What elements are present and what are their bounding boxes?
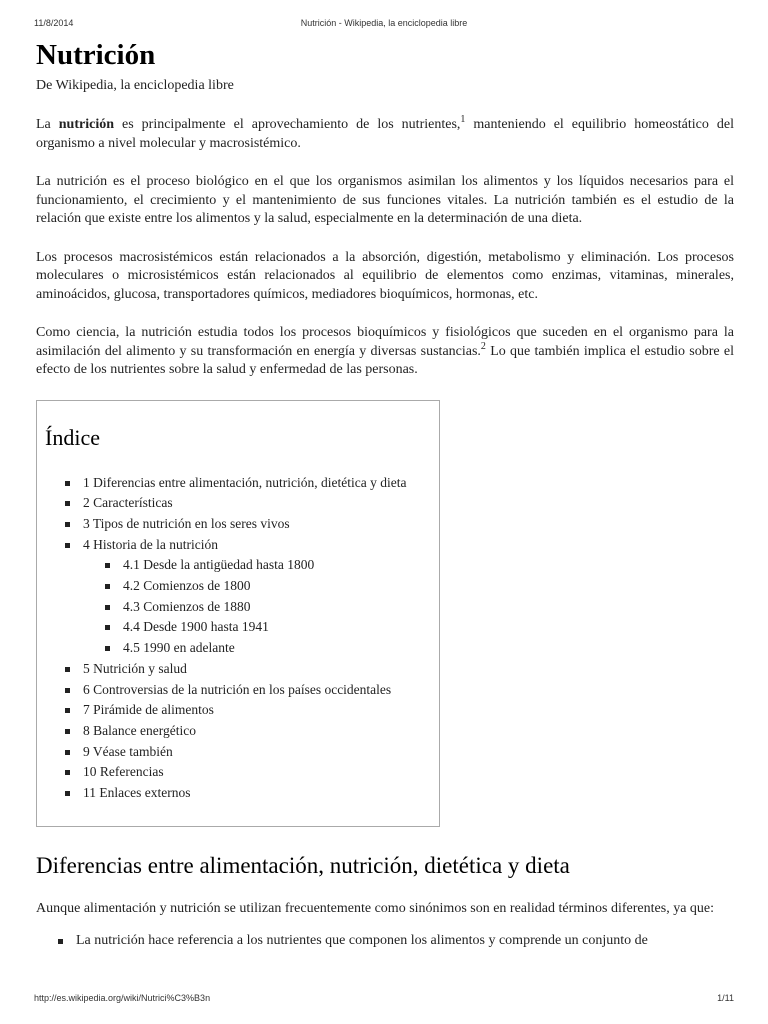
toc-item-label: 4.1 Desde la antigüedad hasta 1800 [123,557,315,573]
toc-item-2[interactable] [45,493,439,514]
toc-item-4-2[interactable] [45,576,439,597]
toc-item-label: 3 Tipos de nutrición en los seres vivos [83,515,290,531]
p1-text-start: La [36,117,59,132]
toc-item-label: 7 Pirámide de alimentos [83,702,214,718]
paragraph-4 [36,324,734,380]
toc-item-label: 6 Controversias de la nutrición en los países occidentales [83,681,392,697]
toc-title: Índice [45,424,100,450]
toc-item-label: 5 Nutrición y salud [83,660,187,676]
reference-link-1[interactable]: 1 [460,114,466,125]
page-title: Nutrición [36,39,156,71]
bullet-icon [58,939,63,944]
toc-item-label: 4.3 Comienzos de 1880 [123,598,251,614]
toc-item-6[interactable] [45,680,439,701]
page-subtitle: De Wikipedia, la enciclopedia libre [36,78,234,93]
bullet-icon [65,750,70,755]
paragraph-3: Los procesos macrosistémicos están relacionados a la absorción, digestión, metabolismo y eliminación. Los procesos moleculares o microsistémicos están relacionados al equilibrio de elementos como enzimas, vitaminas, minerales, aminoácidos, glucosa, transportadores químicos, mediadores bioquímicos, hormonas, etc. [36,249,734,302]
toc-item-label: 2 Características [83,495,173,511]
toc-item-label: 4.4 Desde 1900 hasta 1941 [123,619,269,635]
toc-item-11[interactable] [45,783,439,804]
toc-item-label: 1 Diferencias entre alimentación, nutrición, dietética y dieta [83,474,407,490]
p1-bold-term: nutrición [58,117,114,132]
section-intro-paragraph: Aunque alimentación y nutrición se utilizan frecuentemente como sinónimos son en realidad términos diferentes, ya que: [36,900,715,916]
toc-item-8[interactable] [45,721,439,742]
bullet-icon [105,605,110,610]
bullet-icon [65,543,70,548]
reference-link-2[interactable]: 2 [480,340,486,352]
print-url: http://es.wikipedia.org/wiki/Nutrici%C3%B3n [34,993,211,1003]
toc-item-7[interactable] [45,700,439,721]
print-page-title: Nutrición - Wikipedia, la enciclopedia libre [300,18,468,28]
toc-item-label: 10 Referencias [83,764,164,780]
bullet-icon [105,625,110,630]
toc-item-label: 11 Enlaces externos [83,785,191,801]
bullet-icon [65,501,70,506]
toc-item-label: 4 Historia de la nutrición [83,536,218,552]
print-date: 11/8/2014 [34,18,74,28]
p4-text-start: Como ciencia, la nutrición estudia todos los procesos bioquímicos y fisiológicos que suceden en el organismo para la asimilación del alimento y su transformación en energía y diversas sustancias. [36,325,734,359]
toc-item-label: 9 Véase también [83,743,173,759]
toc-item-10[interactable] [45,762,439,783]
table-of-contents [36,400,440,827]
p1-text-end: manteniendo el equilibrio homeostático del organismo a nivel molecular y macrosistémico. [36,117,734,151]
section-bullet-list [36,932,734,951]
toc-item-4[interactable] [45,535,439,659]
toc-item-4-4[interactable] [45,617,439,638]
bullet-icon [65,667,70,672]
bullet-icon [105,563,110,568]
bullet-icon [65,688,70,693]
toc-item-9[interactable] [45,742,439,763]
toc-item-3[interactable] [45,514,439,535]
paragraph-2: La nutrición es el proceso biológico en el que los organismos asimilan los alimentos y los líquidos necesarios para el funcionamiento, el crecimiento y el mantenimiento de sus funciones vitales. La nutrición también es el estudio de la relación que existe entre los alimentos y la salud, especialmente en la determinación de una dieta. [36,174,734,226]
list-item [36,932,734,951]
toc-item-4-3[interactable] [45,597,439,618]
bullet-icon [65,708,70,713]
toc-item-1[interactable] [45,473,439,494]
toc-item-label: 4.2 Comienzos de 1800 [123,578,251,594]
p1-text-mid: es principalmente el aprovechamiento de los nutrientes, [114,117,461,132]
toc-item-label: 8 Balance energético [83,722,196,738]
intro-paragraph [36,116,734,153]
section-heading: Diferencias entre alimentación, nutrición, dietética y dieta [36,852,570,878]
bullet-icon [65,481,70,486]
p4-text-end: Lo que también implica el estudio sobre el efecto de los nutrientes sobre la salud y enfermedad de las personas. [36,343,734,377]
bullet-icon [65,791,70,796]
bullet-icon [105,584,110,589]
toc-item-4-1[interactable] [45,555,439,576]
toc-sublist [45,555,439,659]
toc-list [45,473,439,804]
toc-item-4-5[interactable] [45,638,439,659]
toc-item-label: 4.5 1990 en adelante [123,640,235,656]
bullet-icon [65,770,70,775]
toc-item-5[interactable] [45,659,439,680]
article-content [36,38,734,951]
page-number: 1/11 [717,993,734,1003]
list-item-text: La nutrición hace referencia a los nutrientes que componen los alimentos y comprende un conjunto de [76,933,648,948]
bullet-icon [105,646,110,651]
bullet-icon [65,522,70,527]
bullet-icon [65,729,70,734]
